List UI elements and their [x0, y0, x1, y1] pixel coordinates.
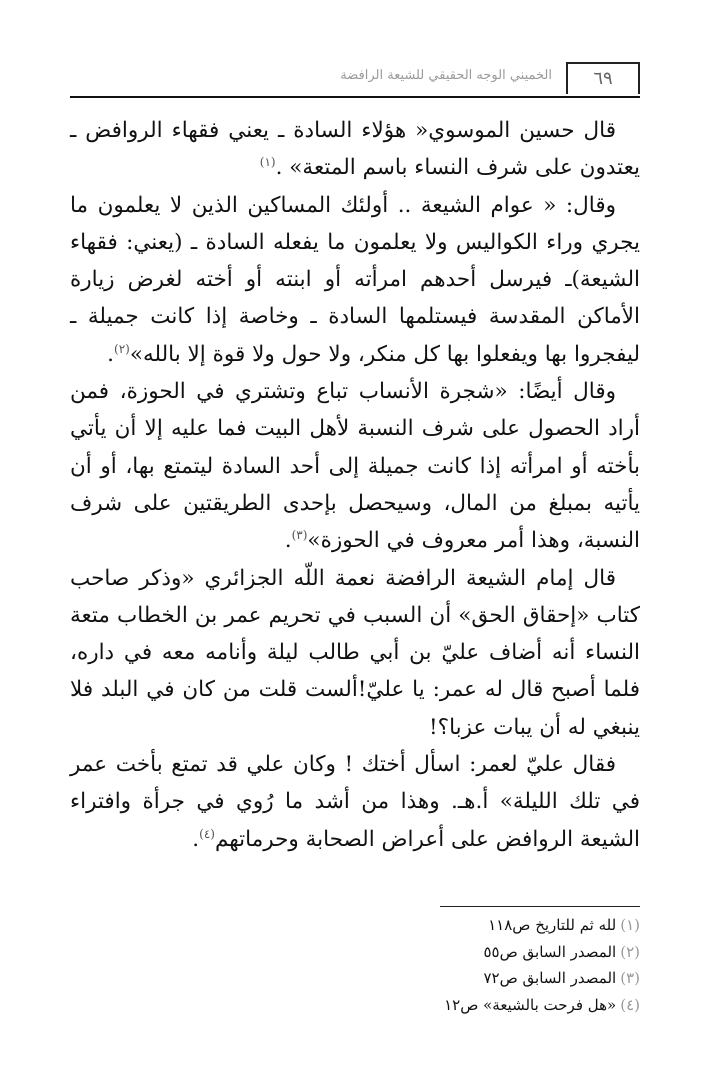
paragraph-2: وقال: « عوام الشيعة .. أولئك المساكين الذين لا يعلمون ما يجري وراء الكواليس ولا يعلمون ما يفعله السادة ـ (يعني: فقهاء الشيعة)ـ فيرسل أحدهم امرأته أو ابنته أو أخته لغرض زيارة الأماكن المقدسة فيستلمها السادة ـ وخاصة إذا كانت جميلة ـ ليفجروا بها ويفعلوا بها كل منكر، ولا حول ولا قوة إلا بالله»$^{(٢)}$.	[70, 192, 640, 367]
footnote-ref-1: (١)	[259, 155, 276, 170]
footnote-number: (٣)	[620, 969, 640, 987]
footnote-text: المصدر السابق ص٥٥	[483, 942, 617, 961]
page-header	[70, 58, 640, 100]
footnote-1	[320, 912, 640, 939]
running-title: الخميني الوجه الحقيقي للشيعة الرافضة	[340, 68, 552, 83]
footnote-4	[320, 992, 640, 1019]
footnote-ref-4: (٤)	[199, 826, 215, 841]
footnote-text: لله ثم للتاريخ ص١١٨	[488, 916, 617, 934]
footnote-text: «هل فرحت بالشيعة» ص١٢	[444, 995, 617, 1014]
paragraph-1: قال حسين الموسوي« هؤلاء السادة ـ يعني فقهاء الروافض ـ يعتدون على شرف النساء باسم المتعة» .$^{(١)}$	[70, 118, 640, 181]
footnote-number: (٢)	[620, 942, 640, 961]
paragraph-3: وقال أيضًا: «شجرة الأنساب تباع وتشتري في الحوزة، فمن أراد الحصول على شرف النسبة لأهل البيت فما عليه إلا أن يأتي بأخته أو امرأته إذا كانت جميلة إلى أحد السادة ليتمتع بها، أو أن يأتيه بمبلغ من المال، وسيحصل بإحدى الطريقتين على شرف النسبة، وهذا أمر معروف في الحوزة»$^{(٣)}$.	[70, 379, 640, 554]
footnotes	[320, 912, 640, 1018]
paragraph-5: فقال عليّ لعمر: اسأل أختك ! وكان علي قد تمتع بأخت عمر في تلك الليلة» أ.هـ. وهذا من أشد ما رُوي في جرأة وافتراء الشيعة الروافض على أعراض الصحابة وحرماتهم$^{(٤)}$.	[70, 752, 640, 852]
footnote-2	[320, 939, 640, 966]
footnote-ref-2: (٢)	[114, 341, 130, 356]
footnote-3	[320, 965, 640, 992]
header-rule	[70, 96, 640, 98]
page-number: ٦٩	[566, 62, 640, 94]
footnote-number: (١)	[620, 916, 640, 934]
footnote-text: المصدر السابق ص٧٢	[483, 969, 617, 987]
body-text	[70, 112, 640, 858]
footnote-number: (٤)	[620, 995, 640, 1014]
footnote-separator	[440, 906, 640, 907]
paragraph-4: قال إمام الشيعة الرافضة نعمة اللّه الجزائري «وذكر صاحب كتاب «إحقاق الحق» أن السبب في تحريم عمر بن الخطاب متعة النساء أنه أضاف عليّ بن أبي طالب ليلة وأنامه معه في داره، فلما أصبح قال له عمر: يا عليّ!ألست قلت من كان في البلد فلا ينبغي له أن يبات عزبا؟!	[70, 565, 640, 740]
footnote-ref-3: (٣)	[291, 528, 308, 543]
